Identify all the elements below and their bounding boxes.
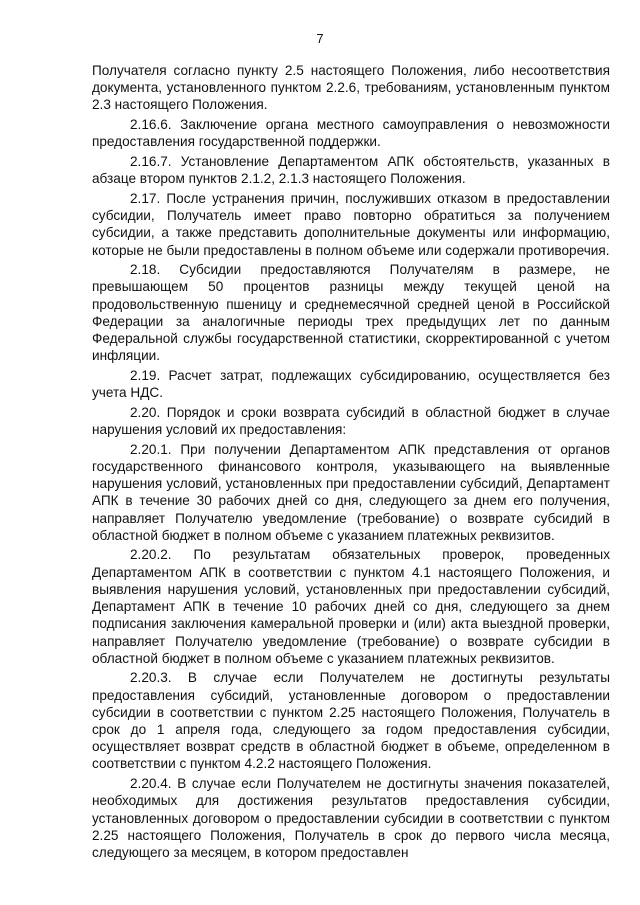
paragraph-2-20-3: 2.20.3. В случае если Получателем не достигнуты результаты предоставления субсидий, установленные договором о предоставлении субсидии в соответствии с пунктом 2.25 настоящего Положения, Получатель в срок до 1 апреля года, следующего за годом предоставления субсидии, осуществляет возврат средств в областной бюджет в объеме, определенном в соответствии с пунктом 4.2.2 настоящего Положения. [92, 670, 610, 772]
paragraph-2-20-4: 2.20.4. В случае если Получателем не достигнуты значения показателей, необходимых для достижения результатов предоставления субсидии, установленных договором о предоставлении субсидии в соответствии с пунктом 2.25 настоящего Положения, Получатель в срок до первого числа месяца, следующего за месяцем, в котором предоставлен [92, 776, 610, 860]
paragraph-2-16-6: 2.16.6. Заключение органа местного самоуправления о невозможности предоставления государственной поддержки. [92, 117, 610, 150]
paragraph-2-19: 2.19. Расчет затрат, подлежащих субсидированию, осуществляется без учета НДС. [92, 367, 610, 401]
paragraph-2-20: 2.20. Порядок и сроки возврата субсидий в областной бюджет в случае нарушения условий их предоставления: [92, 404, 610, 438]
paragraph-2-17: 2.17. После устранения причин, послуживших отказом в предоставлении субсидии, Получатель имеет право повторно обратиться за получением субсидии, а также представить дополнительные документы или информацию, которые не были предоставлены в полном объеме или содержали противоречия. [92, 190, 610, 258]
paragraph-2-20-2: 2.20.2. По результатам обязательных проверок, проведенных Департаментом АПК в соответствии с пунктом 4.1 настоящего Положения, и выявления нарушения условий, установленных при предоставлении субсидий, Департамент АПК в течение 10 рабочих дней со дня, следующего за днем подписания заключения камеральной проверки и (или) акта выездной проверки, направляет Получателю уведомление (требование) о возврате субсидии в областной бюджет в полном объеме с указанием платежных реквизитов. [92, 547, 610, 666]
paragraph-2-20-1: 2.20.1. При получении Департаментом АПК представления от органов государственного финансового контроля, указывающего на выявленные нарушения условий, установленных при предоставлении субсидий, Департамент АПК в течение 30 рабочих дней со дня, следующего за днем его получения, направляет Получателю уведомление (требование) о возврате субсидий в областной бюджет в полном объеме с указанием платежных реквизитов. [92, 441, 610, 543]
paragraph-2-18: 2.18. Субсидии предоставляются Получателям в размере, не превышающем 50 процентов разницы между текущей ценой на продовольственную пшеницу и среднемесячной средней ценой в Российской Федерации за аналогичные периоды трех предыдущих лет по данным Федеральной службы государственной статистики, скорректированной с учетом инфляции. [92, 262, 610, 364]
page-number: 7 [316, 31, 324, 46]
paragraph-continuation: Получателя согласно пункту 2.5 настоящего Положения, либо несоответствия документа, установленного пунктом 2.2.6, требованиям, установленным пунктом 2.3 настоящего Положения. [92, 63, 610, 113]
paragraph-2-16-7: 2.16.7. Установление Департаментом АПК обстоятельств, указанных в абзаце втором пунктов 2.1.2, 2.1.3 настоящего Положения. [92, 154, 610, 187]
document-body [92, 62, 610, 864]
